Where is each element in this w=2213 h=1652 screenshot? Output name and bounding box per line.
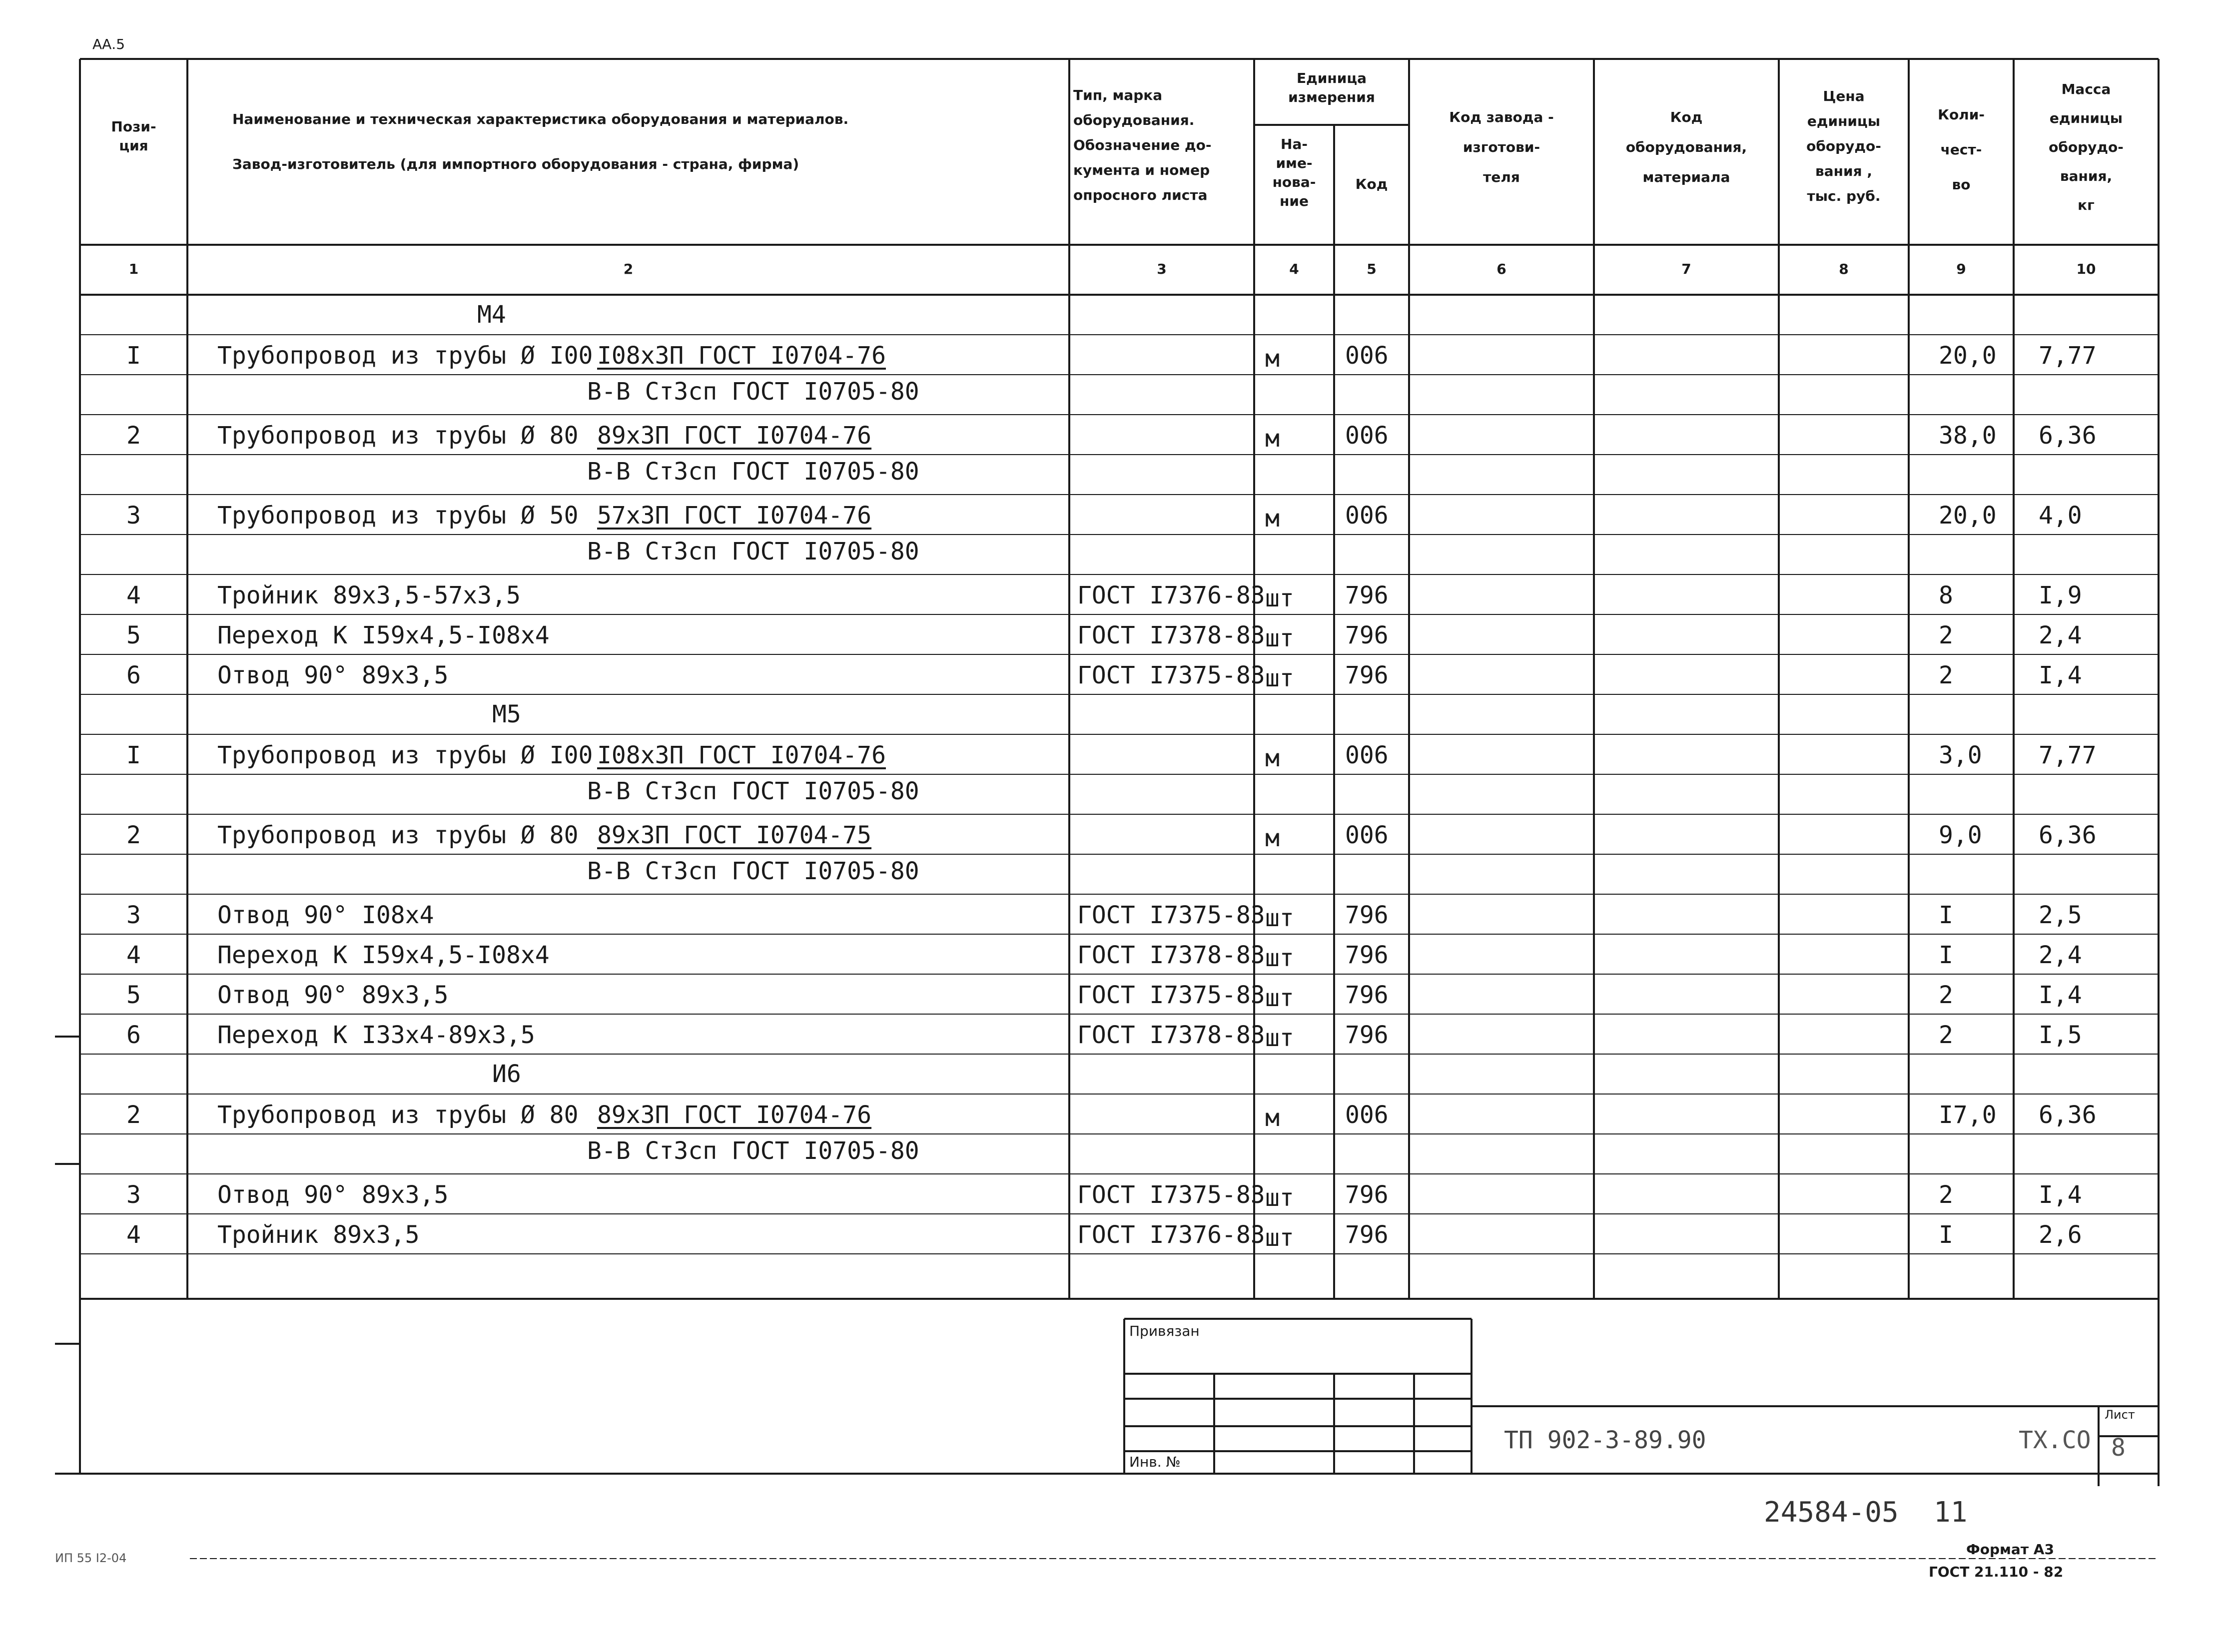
- unit-name: шт: [1265, 1024, 1294, 1052]
- unit-code: 796: [1345, 661, 1389, 689]
- unit-code: 796: [1345, 581, 1389, 609]
- unit-mass: 6,36: [2039, 422, 2097, 450]
- gost-label: ГОСТ 21.110 - 82: [1929, 1564, 2064, 1580]
- header-price: Цена единицы оборудо- вания , тыс. руб.: [1806, 88, 1881, 204]
- unit-mass: 2,4: [2039, 941, 2082, 969]
- unit-code: 006: [1345, 342, 1389, 370]
- unit-name: шт: [1265, 584, 1294, 612]
- item-name: Тройник 89х3,5-57х3,5: [217, 581, 521, 609]
- quantity: I: [1939, 901, 1953, 929]
- item-material: В-В Ст3сп ГОСТ I0705-80: [587, 378, 919, 406]
- item-name: Переход К I59х4,5-I08х4: [217, 941, 550, 969]
- quantity: 38,0: [1939, 422, 1997, 450]
- unit-code: 796: [1345, 941, 1389, 969]
- header-name-line2: Завод-изготовитель (для импортного оборудования - страна, фирма): [232, 156, 799, 172]
- item-material: В-В Ст3сп ГОСТ I0705-80: [587, 458, 919, 486]
- stamp-list-label: Лист: [2105, 1408, 2135, 1422]
- header-position: Пози- ция: [111, 118, 156, 154]
- header-unit: Единица измерения: [1288, 70, 1375, 105]
- item-document: ГОСТ I7375-83: [1077, 661, 1265, 689]
- unit-mass: 7,77: [2039, 741, 2097, 769]
- quantity: 2: [1939, 661, 1953, 689]
- column-number: 4: [1289, 261, 1299, 277]
- quantity: 2: [1939, 1181, 1953, 1209]
- quantity: I7,0: [1939, 1101, 1997, 1129]
- handwritten-number: 24584-05: [1764, 1496, 1899, 1529]
- header-mass: Масса единицы оборудо- вания, кг: [2049, 81, 2124, 213]
- item-document: ГОСТ I7378-83: [1077, 1021, 1265, 1049]
- unit-name: м: [1265, 744, 1280, 772]
- item-name: Трубопровод из трубы Ø 80: [217, 422, 579, 450]
- item-spec: I08х3П ГОСТ I0704-76: [597, 342, 886, 370]
- unit-name: м: [1265, 824, 1280, 852]
- item-spec: 89х3П ГОСТ I0704-75: [597, 821, 872, 849]
- position-number: 4: [126, 1221, 141, 1249]
- quantity: 2: [1939, 621, 1953, 649]
- section-title: И6: [492, 1060, 521, 1088]
- header-doc: Тип, марка оборудования. Обозначение до- кумента и номер опросного листа: [1073, 87, 1212, 203]
- stamp-inv: Инв. №: [1129, 1454, 1181, 1470]
- item-name: Переход К I33х4-89х3,5: [217, 1021, 535, 1049]
- item-name: Трубопровод из трубы Ø 50: [217, 502, 579, 530]
- unit-name: м: [1265, 425, 1280, 453]
- position-number: 4: [126, 941, 141, 969]
- column-number: 9: [1956, 261, 1966, 277]
- item-name: Трубопровод из трубы Ø I00: [217, 741, 593, 769]
- unit-name: шт: [1265, 904, 1294, 932]
- item-name: Отвод 90° I08х4: [217, 901, 434, 929]
- position-number: 3: [126, 901, 141, 929]
- position-number: I: [126, 342, 141, 370]
- section-title: М4: [477, 301, 506, 329]
- column-number: 8: [1839, 261, 1849, 277]
- unit-mass: 2,6: [2039, 1221, 2082, 1249]
- header-unit-code: Код: [1355, 176, 1388, 192]
- handwritten-sheet: 11: [1934, 1496, 1968, 1529]
- quantity: 20,0: [1939, 502, 1997, 530]
- position-number: 3: [126, 502, 141, 530]
- column-number: 1: [128, 261, 139, 277]
- item-document: ГОСТ I7376-83: [1077, 1221, 1265, 1249]
- item-document: ГОСТ I7375-83: [1077, 901, 1265, 929]
- position-number: 2: [126, 422, 141, 450]
- unit-mass: I,4: [2039, 661, 2082, 689]
- unit-code: 796: [1345, 1021, 1389, 1049]
- item-name: Трубопровод из трубы Ø 80: [217, 1101, 579, 1129]
- unit-code: 796: [1345, 621, 1389, 649]
- item-spec: 57х3П ГОСТ I0704-76: [597, 502, 872, 530]
- header-quantity: Коли- чест- во: [1938, 106, 1985, 193]
- unit-name: шт: [1265, 984, 1294, 1012]
- unit-mass: I,9: [2039, 581, 2082, 609]
- unit-code: 006: [1345, 422, 1389, 450]
- unit-code: 006: [1345, 1101, 1389, 1129]
- quantity: 9,0: [1939, 821, 1982, 849]
- quantity: 2: [1939, 1021, 1953, 1049]
- item-spec: 89х3П ГОСТ I0704-76: [597, 422, 872, 450]
- item-spec: 89х3П ГОСТ I0704-76: [597, 1101, 872, 1129]
- unit-mass: I,5: [2039, 1021, 2082, 1049]
- stamp-sheet-code: ТХ.СО: [2019, 1426, 2091, 1454]
- header-unit-name: На- име- нова- ние: [1272, 136, 1316, 209]
- item-material: В-В Ст3сп ГОСТ I0705-80: [587, 1137, 919, 1165]
- unit-mass: 2,5: [2039, 901, 2082, 929]
- unit-code: 796: [1345, 981, 1389, 1009]
- position-number: 2: [126, 821, 141, 849]
- unit-name: шт: [1265, 1224, 1294, 1252]
- column-number: 2: [623, 261, 634, 277]
- item-spec: I08х3П ГОСТ I0704-76: [597, 741, 886, 769]
- quantity: 2: [1939, 981, 1953, 1009]
- quantity: I: [1939, 941, 1953, 969]
- item-name: Отвод 90° 89х3,5: [217, 981, 449, 1009]
- item-name: Переход К I59х4,5-I08х4: [217, 621, 550, 649]
- unit-name: шт: [1265, 1184, 1294, 1212]
- unit-name: м: [1265, 1104, 1280, 1132]
- unit-mass: 4,0: [2039, 502, 2082, 530]
- position-number: 6: [126, 661, 141, 689]
- unit-code: 006: [1345, 821, 1389, 849]
- item-material: В-В Ст3сп ГОСТ I0705-80: [587, 857, 919, 885]
- stamp-sheet-number: 8: [2111, 1434, 2126, 1462]
- header-maker-code: Код завода - изготови- теля: [1449, 109, 1554, 185]
- unit-name: шт: [1265, 624, 1294, 652]
- item-name: Отвод 90° 89х3,5: [217, 661, 449, 689]
- section-title: М5: [492, 700, 521, 728]
- stamp-doc-code: ТП 902-3-89.90: [1504, 1426, 1706, 1454]
- item-name: Трубопровод из трубы Ø 80: [217, 821, 579, 849]
- column-number: 3: [1157, 261, 1167, 277]
- unit-mass: 2,4: [2039, 621, 2082, 649]
- unit-name: шт: [1265, 944, 1294, 972]
- item-name: Трубопровод из трубы Ø I00: [217, 342, 593, 370]
- column-number: 5: [1367, 261, 1377, 277]
- unit-name: м: [1265, 345, 1280, 373]
- unit-name: м: [1265, 505, 1280, 533]
- item-document: ГОСТ I7378-83: [1077, 941, 1265, 969]
- unit-mass: I,4: [2039, 981, 2082, 1009]
- position-number: 3: [126, 1181, 141, 1209]
- corner-mark: АА.5: [92, 36, 125, 52]
- quantity: 8: [1939, 581, 1953, 609]
- item-name: Тройник 89х3,5: [217, 1221, 420, 1249]
- item-material: В-В Ст3сп ГОСТ I0705-80: [587, 777, 919, 805]
- position-number: 5: [126, 981, 141, 1009]
- column-number: 7: [1681, 261, 1691, 277]
- item-document: ГОСТ I7378-83: [1077, 621, 1265, 649]
- column-number: 6: [1496, 261, 1506, 277]
- position-number: 4: [126, 581, 141, 609]
- item-document: ГОСТ I7375-83: [1077, 1181, 1265, 1209]
- print-mark: ИП 55 I2-04: [55, 1551, 127, 1565]
- format-label: Формат А3: [1966, 1541, 2054, 1558]
- unit-mass: 7,77: [2039, 342, 2097, 370]
- unit-code: 796: [1345, 901, 1389, 929]
- unit-code: 006: [1345, 502, 1389, 530]
- column-number: 10: [2076, 261, 2096, 277]
- unit-code: 796: [1345, 1221, 1389, 1249]
- position-number: 5: [126, 621, 141, 649]
- position-number: I: [126, 741, 141, 769]
- item-document: ГОСТ I7376-83: [1077, 581, 1265, 609]
- unit-mass: 6,36: [2039, 1101, 2097, 1129]
- quantity: 20,0: [1939, 342, 1997, 370]
- stamp-privyazan: Привязан: [1129, 1323, 1200, 1339]
- position-number: 2: [126, 1101, 141, 1129]
- unit-code: 796: [1345, 1181, 1389, 1209]
- header-equip-code: Код оборудования, материала: [1625, 109, 1747, 185]
- item-document: ГОСТ I7375-83: [1077, 981, 1265, 1009]
- unit-name: шт: [1265, 664, 1294, 692]
- unit-mass: 6,36: [2039, 821, 2097, 849]
- header-name-line1: Наименование и техническая характеристика оборудования и материалов.: [232, 111, 849, 127]
- quantity: 3,0: [1939, 741, 1982, 769]
- item-material: В-В Ст3сп ГОСТ I0705-80: [587, 538, 919, 565]
- unit-code: 006: [1345, 741, 1389, 769]
- unit-mass: I,4: [2039, 1181, 2082, 1209]
- position-number: 6: [126, 1021, 141, 1049]
- item-name: Отвод 90° 89х3,5: [217, 1181, 449, 1209]
- quantity: I: [1939, 1221, 1953, 1249]
